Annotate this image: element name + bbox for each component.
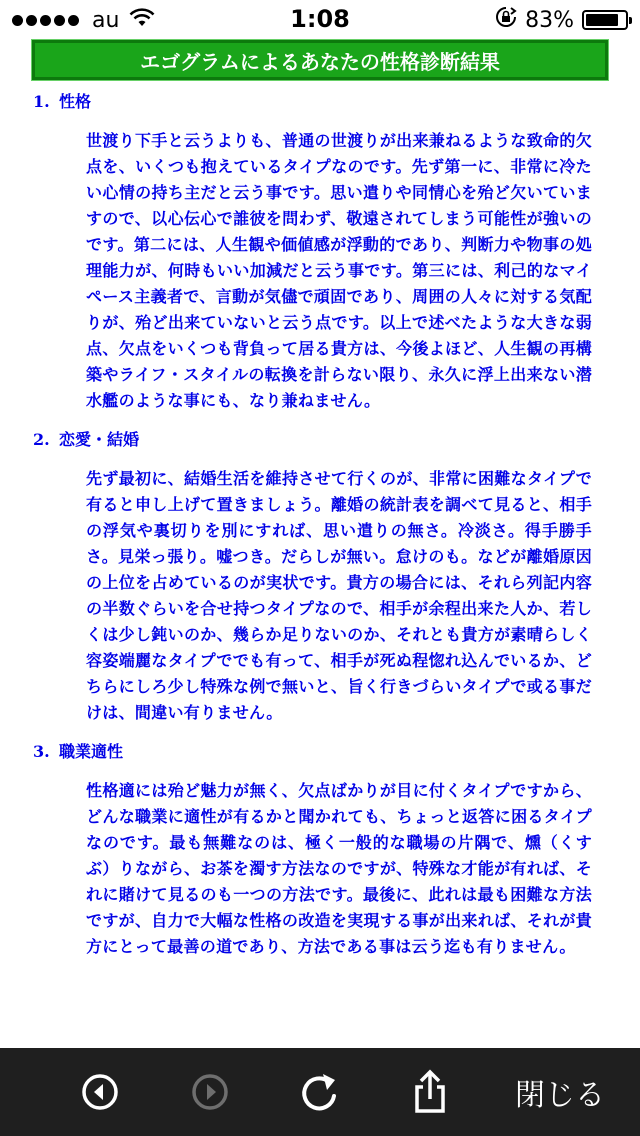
status-right: [495, 6, 628, 34]
section-love-marriage: [0, 426, 640, 726]
section-number: 3.: [33, 742, 50, 761]
page-title: エゴグラムによるあなたの性格診断結果: [32, 40, 608, 80]
section-body: 性格適には殆ど魅力が無く、欠点ばかりが目に付くタイプですから、どんな職業に適性が有るかと聞かれても、ちょっと返答に困るタイプなのです。最も無難なのは、極く一般的な職場の片隅で、燻（くすぶ）りながら、お茶を濁す方法なのですが、特殊な才能が有れば、それに賭けて見るのも一つの方法です。最後に、此れは最も困難な方法ですが、自力で大幅な性格の改造を実現する事が出来れば、それが貴方にとって最善の道であり、方法である事は云う迄も有りません。: [86, 781, 592, 956]
forward-circle-icon: [190, 1072, 230, 1112]
section-heading: [0, 738, 640, 766]
reload-button[interactable]: [296, 1068, 344, 1116]
clock: 1:08: [290, 5, 350, 33]
reload-icon: [299, 1070, 341, 1114]
battery-icon: [582, 10, 628, 30]
section-number: 1.: [33, 92, 50, 111]
section-body: 先ず最初に、結婚生活を維持させて行くのが、非常に困難なタイプで有ると申し上げて置きましょう。離婚の統計表を調べて見ると、相手の浮気や裏切りを別にすれば、思い遣りの無さ。冷淡さ。得手勝手さ。見栄っ張り。嘘つき。だらしが無い。怠けのも。などが離婚原因の上位を占めているのが実状です。貴方の場合には、それら列記内容の半数ぐらいを合せ持つタイプなので、相手が余程出来た人か、若しくは少し鈍いのか、幾らか足りないのか、それとも貴方が素晴らしく容姿端麗なタイプででも有って、相手が死ぬ程惚れ込んでいるか、どちらにしろ少し特殊な例で無いと、旨く行きづらいタイプで或る事だけは、間違い有りません。: [86, 469, 592, 722]
section-heading: [0, 426, 640, 454]
back-button[interactable]: [76, 1068, 124, 1116]
battery-percent: 83%: [525, 7, 574, 33]
rotation-lock-icon: [495, 6, 517, 34]
forward-button[interactable]: [186, 1068, 234, 1116]
battery-fill: [586, 14, 618, 26]
share-icon: [410, 1069, 450, 1115]
section-number: 2.: [33, 430, 50, 449]
section-title: 恋愛・結婚: [59, 430, 140, 449]
section-heading: [0, 88, 640, 116]
browser-toolbar: [0, 1048, 640, 1136]
result-content[interactable]: [0, 88, 640, 1048]
carrier-name: au: [92, 7, 120, 33]
section-title: 職業適性: [59, 742, 124, 761]
close-label: 閉じる: [515, 1078, 605, 1113]
close-button[interactable]: [506, 1068, 614, 1116]
section-personality: [0, 88, 640, 414]
section-career-aptitude: [0, 738, 640, 960]
status-bar: [0, 0, 640, 40]
share-button[interactable]: [406, 1068, 454, 1116]
section-title: 性格: [59, 92, 92, 111]
back-circle-icon: [80, 1072, 120, 1112]
section-body: 世渡り下手と云うよりも、普通の世渡りが出来兼ねるような致命的欠点を、いくつも抱えているタイプなのです。先ず第一に、非常に冷たい心情の持ち主だと云う事です。思い遣りや同情心を殆ど欠いていますので、以心伝心で誰彼を問わず、敬遠されてしまう可能性が強いのです。第二には、人生観や価値感が浮動的であり、判断力や物事の処理能力が、何時もいい加減だと云う事です。第三には、利己的なマイペース主義者で、言動が気儘で頑固であり、周囲の人々に対する気配りが、殆ど出来ていないと云う点です。以上で述べたような大きな弱点、欠点をいくつも背負って居る貴方は、今後よほど、人生観の再構築やライフ・スタイルの転換を計らない限り、永久に浮上出来ない潜水艦のような事にも、なり兼ねません。: [86, 131, 592, 410]
